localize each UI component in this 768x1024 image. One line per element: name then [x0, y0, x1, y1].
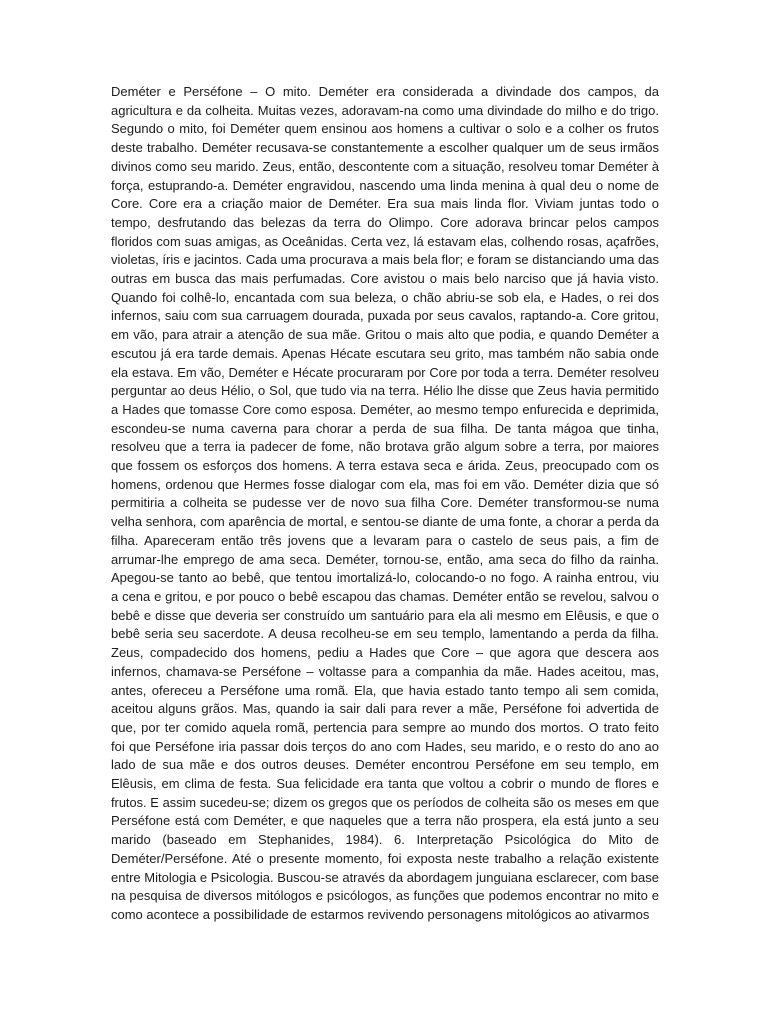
- text-line: velha senhora, com aparência de mortal, e sentou-se diante de uma fonte, a chorar a perda da: [111, 514, 659, 530]
- text-line: em vão, para atrair a atenção de sua mãe. Gritou o mais alto que podia, e quando Deméter a: [111, 327, 659, 343]
- text-line: deste trabalho. Deméter recusava-se constantemente a escolher qualquer um de seus irmãos: [111, 140, 659, 156]
- text-line: perguntar ao deus Hélio, o Sol, que tudo via na terra. Hélio lhe disse que Zeus havia permitido: [111, 383, 659, 399]
- text-line: bebê e disse que deveria ser construído um santuário para ela ali mesmo em Elêusis, e que o: [111, 607, 659, 623]
- text-line: Zeus, compadecido dos homens, pediu a Hades que Core – que agora que descera aos: [111, 645, 659, 661]
- text-line: antes, ofereceu a Perséfone uma romã. Ela, que havia estado tanto tempo ali sem comida,: [111, 682, 659, 698]
- text-line: escondeu-se numa caverna para chorar a perda de sua filha. De tanta mágoa que tinha,: [111, 420, 659, 436]
- text-line: que fossem os esforços dos homens. A terra estava seca e árida. Zeus, preocupado com os: [111, 458, 659, 474]
- text-line: ela estava. Em vão, Deméter e Hécate procuraram por Core por toda a terra. Deméter resolveu: [111, 364, 659, 380]
- text-line: Perséfone está com Deméter, e que naqueles que a terra não prospera, ela está junto a seu: [111, 813, 659, 829]
- text-line: como acontece a possibilidade de estarmos revivendo personagens mitológicos ao ativarmos: [111, 906, 650, 922]
- text-line: outras em busca das mais perfumadas. Core avistou o mais belo narciso que já havia visto.: [111, 271, 659, 287]
- text-line: filha. Apareceram então três jovens que a levaram para o castelo de seus pais, a fim de: [111, 532, 659, 548]
- document-body: [111, 83, 659, 925]
- text-line: resolveu que a terra ia padecer de fome, não brotava grão algum sobre a terra, por maiores: [111, 439, 659, 455]
- text-line: agricultura e da colheita. Muitas vezes, adoravam-na como uma divindade do milho e do trigo.: [111, 102, 659, 118]
- text-line: frutos. E assim sucedeu-se; dizem os gregos que os períodos de colheita são os meses em que: [111, 794, 659, 810]
- text-line: Deméter e Perséfone – O mito. Deméter era considerada a divindade dos campos, da: [111, 84, 659, 99]
- text-line: infernos, saiu com sua carruagem dourada, puxada por seus cavalos, raptando-a. Core gritou,: [111, 308, 659, 324]
- text-line: divinos como seu marido. Zeus, então, descontente com a situação, resolveu tomar Deméter à: [111, 158, 659, 174]
- text-line: na pesquisa de diversos mitólogos e psicólogos, as funções que podemos encontrar no mito e: [111, 888, 659, 904]
- text-line: infernos, chamava-se Perséfone – voltasse para a companhia da mãe. Hades aceitou, mas,: [111, 663, 659, 679]
- text-line: que, por ter comido aquela romã, pertencia para sempre ao mundo dos mortos. O trato feito: [111, 719, 659, 735]
- text-line: tempo, desfrutando das belezas da terra do Olimpo. Core adorava brincar pelos campos: [111, 214, 659, 230]
- text-line: homens, ordenou que Hermes fosse dialogar com ela, mas foi em vão. Deméter dizia que só: [111, 476, 659, 492]
- text-line: bebê seria seu sacerdote. A deusa recolheu-se em seu templo, lamentando a perda da filha.: [111, 626, 659, 642]
- text-line: aceitou alguns grãos. Mas, quando ia sair dali para rever a mãe, Perséfone foi advertida de: [111, 701, 659, 717]
- text-line: escutou já era tarde demais. Apenas Hécate escutara seu grito, mas também não sabia onde: [111, 345, 659, 361]
- text-line: marido (baseado em Stephanides, 1984). 6. Interpretação Psicológica do Mito de: [111, 832, 659, 848]
- text-line: arrumar-lhe emprego de ama seca. Deméter, tornou-se, então, ama seca do filho da rainha.: [111, 551, 659, 567]
- text-line: força, estuprando-a. Deméter engravidou, nascendo uma linda menina à qual deu o nome de: [111, 177, 659, 193]
- text-line: foi que Perséfone iria passar dois terços do ano com Hades, seu marido, e o resto do ano ao: [111, 738, 659, 754]
- text-line: Deméter/Perséfone. Até o presente momento, foi exposta neste trabalho a relação existente: [111, 850, 659, 866]
- text-line: a Hades que tomasse Core como esposa. Deméter, ao mesmo tempo enfurecida e deprimida,: [111, 401, 659, 417]
- text-line: Segundo o mito, foi Deméter quem ensinou aos homens a cultivar o solo e a colher os frutos: [111, 121, 659, 137]
- text-line: lado de sua mãe e dos outros deuses. Deméter encontrou Perséfone em seu templo, em: [111, 757, 659, 773]
- text-line: Core. Core era a criação maior de Deméter. Era sua mais linda flor. Viviam juntas todo o: [111, 196, 659, 212]
- text-line: Quando foi colhê-lo, encantada com sua beleza, o chão abriu-se sob ela, e Hades, o rei dos: [111, 289, 659, 305]
- text-line: Apegou-se tanto ao bebê, que tentou imortalizá-lo, colocando-o no fogo. A rainha entrou, viu: [111, 570, 659, 586]
- text-line: floridos com suas amigas, as Oceânidas. Certa vez, lá estavam elas, colhendo rosas, açafrões,: [111, 233, 659, 249]
- text-line: permitiria a colheita se pudesse ver de novo sua filha Core. Deméter transformou-se numa: [111, 495, 659, 511]
- text-line: Elêusis, em clima de festa. Sua felicidade era tanta que voltou a cobrir o mundo de flores e: [111, 776, 659, 792]
- text-line: a cena e gritou, e por pouco o bebê escapou das chamas. Deméter então se revelou, salvou o: [111, 588, 659, 604]
- text-line: entre Mitologia e Psicologia. Buscou-se através da abordagem junguiana esclarecer, com base: [111, 869, 659, 885]
- text-line: violetas, íris e jacintos. Cada uma procurava a mais bela flor; e foram se distanciando uma das: [111, 252, 659, 268]
